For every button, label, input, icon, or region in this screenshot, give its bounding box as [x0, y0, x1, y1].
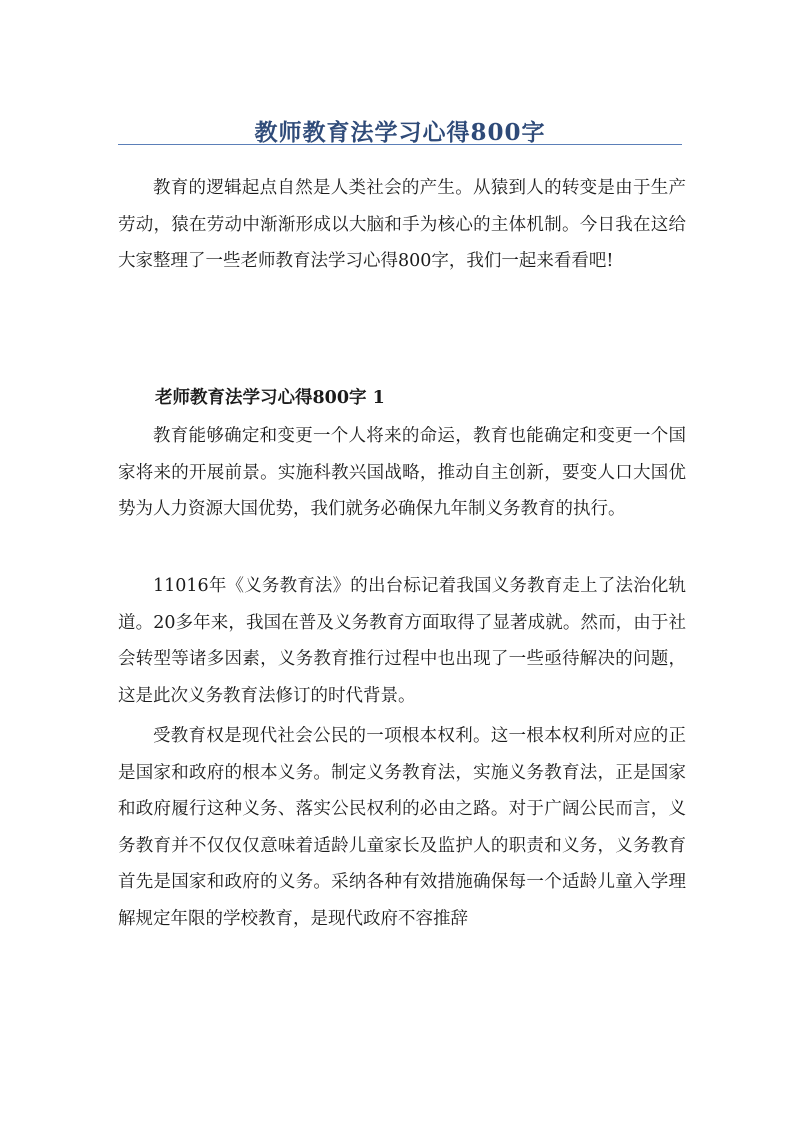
- body-paragraph-2: 11016年《义务教育法》的出台标记着我国义务教育走上了法治化轨道。20多年来，我国在普及义务教育方面取得了显著成就。然而，由于社会转型等诸多因素，义务教育推行过程中也出现了一些亟待解决的问题，这是此次义务教育法修订的时代背景。: [118, 576, 686, 706]
- document-title: 教师教育法学习心得800字: [254, 119, 546, 147]
- body-paragraph-1: 教育能够确定和变更一个人将来的命运，教育也能确定和变更一个国家将来的开展前景。实施科教兴国战略，推动自主创新，要变人口大国优势为人力资源大国优势，我们就务必确保九年制义务教育的执行。: [118, 426, 686, 519]
- title-divider: [118, 144, 682, 145]
- intro-paragraph: 教育的逻辑起点自然是人类社会的产生。从猿到人的转变是由于生产劳动，猿在劳动中渐渐形成以大脑和手为核心的主体机制。今日我在这给大家整理了一些老师教育法学习心得800字，我们一起来看看吧!: [118, 178, 686, 271]
- section-heading: 老师教育法学习心得800字 1: [155, 388, 385, 408]
- body-paragraph-3: 受教育权是现代社会公民的一项根本权利。这一根本权利所对应的正是国家和政府的根本义务。制定义务教育法，实施义务教育法，正是国家和政府履行这种义务、落实公民权利的必由之路。对于广阔公民而言，义务教育并不仅仅仅意味着适龄儿童家长及监护人的职责和义务，义务教育首先是国家和政府的义务。采纳各种有效措施确保每一个适龄儿童入学理解规定年限的学校教育，是现代政府不容推辞: [118, 726, 686, 929]
